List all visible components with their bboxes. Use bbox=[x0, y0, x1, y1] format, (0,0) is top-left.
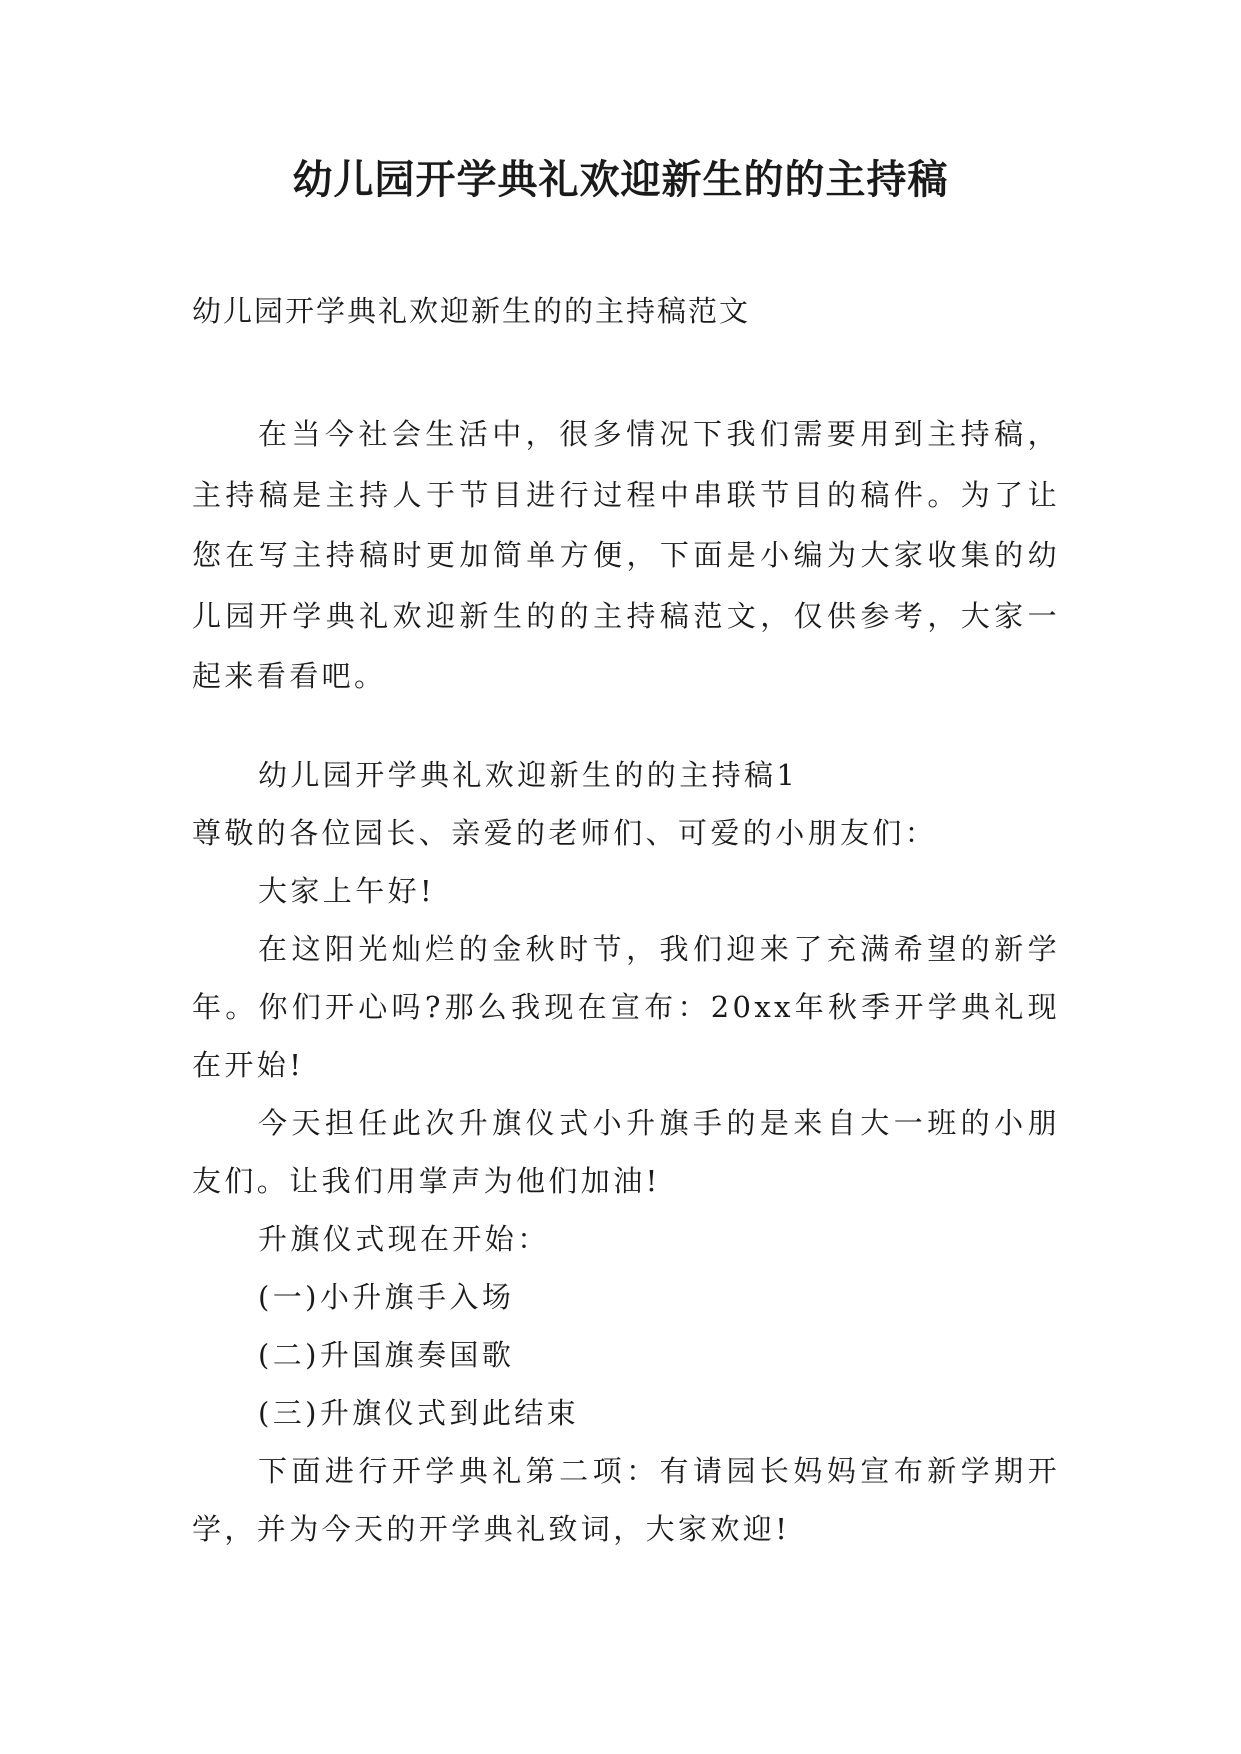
ceremony-step-2: (二)升国旗奏国歌 bbox=[258, 1338, 515, 1372]
salutation: 尊敬的各位园长、亲爱的老师们、可爱的小朋友们： bbox=[192, 816, 938, 850]
ceremony-start: 升旗仪式现在开始： bbox=[258, 1222, 550, 1256]
ceremony-step-3: (三)升旗仪式到此结束 bbox=[258, 1396, 580, 1430]
second-item-paragraph: 下面进行开学典礼第二项：有请园长妈妈宣布新学期开学，并为今天的开学典礼致词，大家欢迎! bbox=[192, 1454, 1060, 1546]
document-body bbox=[192, 754, 1060, 1558]
document-title: 幼儿园开学典礼欢迎新生的的主持稿 bbox=[292, 157, 949, 203]
greeting: 大家上午好! bbox=[258, 874, 436, 908]
intro-paragraph: 在当今社会生活中，很多情况下我们需要用到主持稿，主持稿是主持人于节目进行过程中串联节目的稿件。为了让您在写主持稿时更加简单方便，下面是小编为大家收集的幼儿园开学典礼欢迎新生的的主持稿范文，仅供参考，大家一起来看看吧。 bbox=[192, 417, 1060, 693]
document-subtitle: 幼儿园开学典礼欢迎新生的的主持稿范文 bbox=[192, 294, 751, 328]
ceremony-step-1: (一)小升旗手入场 bbox=[258, 1280, 515, 1314]
flag-bearer-paragraph: 今天担任此次升旗仪式小升旗手的是来自大一班的小朋友们。让我们用掌声为他们加油! bbox=[192, 1106, 1060, 1198]
section-heading: 幼儿园开学典礼欢迎新生的的主持稿1 bbox=[258, 758, 799, 792]
opening-paragraph: 在这阳光灿烂的金秋时节，我们迎来了充满希望的新学年。你们开心吗?那么我现在宣布：20xx年秋季开学典礼现在开始! bbox=[192, 932, 1060, 1082]
